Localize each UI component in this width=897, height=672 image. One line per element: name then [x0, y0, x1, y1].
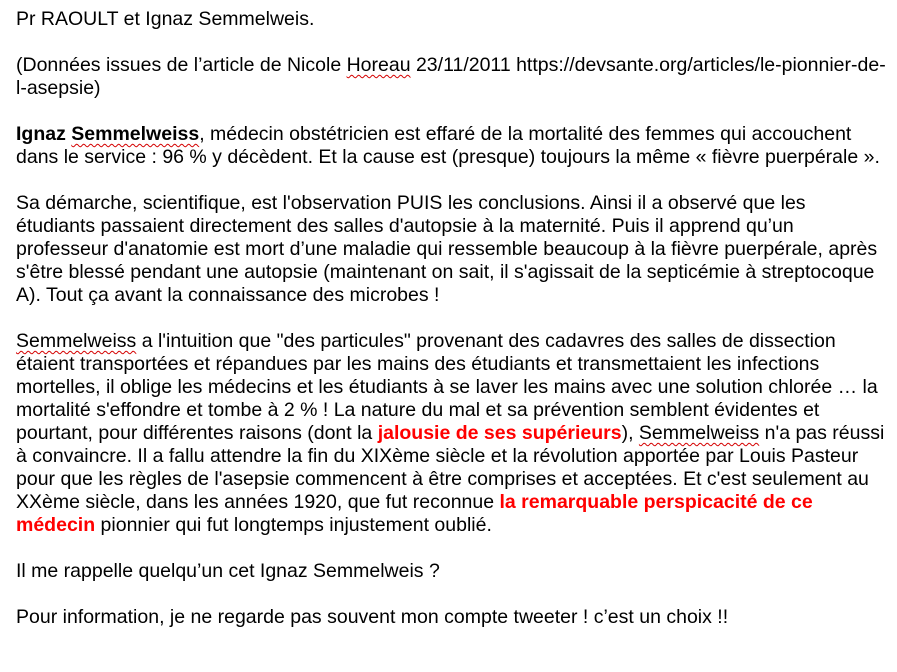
misspelled-word[interactable]: Horeau [346, 54, 411, 76]
highlighted-phrase: la remarquable perspicacité de ce médecin [16, 491, 813, 536]
paragraph-intro: Ignaz Semmelweiss, médecin obstétricien est effaré de la mortalité des femmes qui accouchent dans le service : 96 % y décèdent. Et la cause est (presque) toujours la même « fièvre puerpérale ». [16, 123, 880, 168]
misspelled-word[interactable]: Semmelweiss [71, 123, 200, 145]
paragraph-discovery: Semmelweiss a l'intuition que "des particules" provenant des cadavres des salles de dissection étaient transportées et répandues par les mains des étudiants et transmettaient les infections mortelles, il oblige les médecins et les étudiants à se laver les mains avec une solution chlorée … la mortalité s'effondre et tombe à 2 % ! La nature du mal et sa prévention semblent évidentes et pourtant, pour différentes raisons (dont la jalousie de ses supérieurs), Semmelweiss n'a pas réussi à convaincre. Il a fallu attendre la fin du XIXème siècle et la révolution apportée par Louis Pasteur pour que les règles de l'asepsie commencent à être comprises et acceptées. Et c'est seulement au XXème siècle, dans les années 1920, que fut reconnue la remarquable perspicacité de ce médecin pionnier qui fut longtemps injustement oublié. [16, 330, 885, 536]
paragraph-method: Sa démarche, scientifique, est l'observation PUIS les conclusions. Ainsi il a observé que les étudiants passaient directement des salles d'autopsie à la maternité. Puis il apprend qu’un professeur d'anatomie est mort d’une maladie qui ressemble beaucoup à la fièvre puerpérale, après s'être blessé pendant une autopsie (maintenant on sait, il s'agissait de la septicémie à streptocoque A). Tout ça avant la connaissance des microbes ! [16, 192, 878, 306]
paragraph-question: Il me rappelle quelqu’un cet Ignaz Semmelweis ? [16, 560, 440, 582]
highlighted-phrase: jalousie de ses supérieurs [377, 422, 622, 444]
document-body [16, 8, 888, 652]
source-citation: (Données issues de l’article de Nicole Horeau 23/11/2011 https://devsante.org/articles/le-pionnier-de-l-asepsie) [16, 54, 886, 99]
misspelled-word[interactable]: Semmelweiss [16, 330, 137, 352]
paragraph-note: Pour information, je ne regarde pas souvent mon compte tweeter ! c’est un choix !! [16, 606, 729, 628]
misspelled-word[interactable]: Semmelweiss [638, 422, 760, 444]
person-name: Ignaz Semmelweiss [16, 123, 200, 145]
document-title: Pr RAOULT et Ignaz Semmelweis. [16, 8, 315, 30]
